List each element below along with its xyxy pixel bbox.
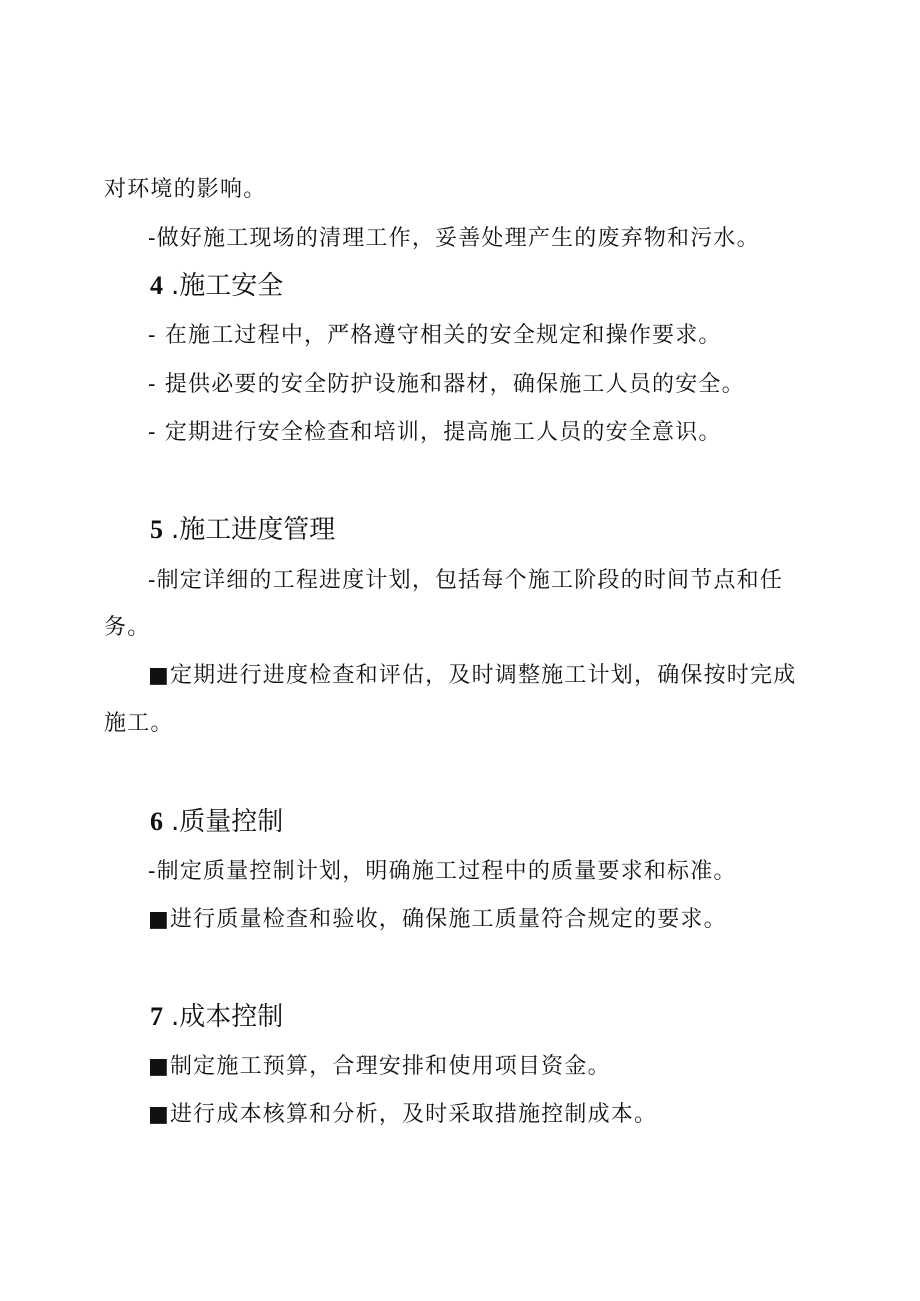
list-item: ■进行质量检查和验收，确保施工质量符合规定的要求。 xyxy=(148,907,727,932)
list-item: - 提供必要的安全防护设施和器材，确保施工人员的安全。 xyxy=(148,372,745,397)
list-item: - 定期进行安全检查和培训，提高施工人员的安全意识。 xyxy=(148,420,722,445)
section-title: .施工安全 xyxy=(171,271,284,301)
section-heading-6 xyxy=(150,809,283,835)
list-item: -制定质量控制计划，明确施工过程中的质量要求和标准。 xyxy=(148,859,737,884)
list-item: -做好施工现场的清理工作，妥善处理产生的废弃物和污水。 xyxy=(148,226,760,251)
section-heading-5 xyxy=(150,517,335,543)
section-number: 6 xyxy=(150,807,163,836)
list-item: -制定详细的工程进度计划，包括每个施工阶段的时间节点和任 xyxy=(148,568,784,593)
list-item: ■定期进行进度检查和评估，及时调整施工计划，确保按时完成 xyxy=(148,663,797,688)
section-title: .质量控制 xyxy=(171,807,284,837)
section-title: .施工进度管理 xyxy=(171,515,336,545)
section-title: .成本控制 xyxy=(171,1002,284,1032)
section-heading-4 xyxy=(150,273,283,299)
section-number: 5 xyxy=(150,515,163,544)
section-number: 4 xyxy=(150,271,163,300)
section-number: 7 xyxy=(150,1002,163,1031)
list-item: ■进行成本核算和分析，及时采取措施控制成本。 xyxy=(148,1102,658,1127)
paragraph-line: 对环境的影响。 xyxy=(104,177,267,202)
list-item-continuation: 施工。 xyxy=(104,711,174,736)
list-item: - 在施工过程中，严格遵守相关的安全规定和操作要求。 xyxy=(148,323,722,348)
list-item-continuation: 务。 xyxy=(104,615,151,640)
section-heading-7 xyxy=(150,1004,283,1030)
list-item: ■制定施工预算，合理安排和使用项目资金。 xyxy=(148,1054,611,1079)
